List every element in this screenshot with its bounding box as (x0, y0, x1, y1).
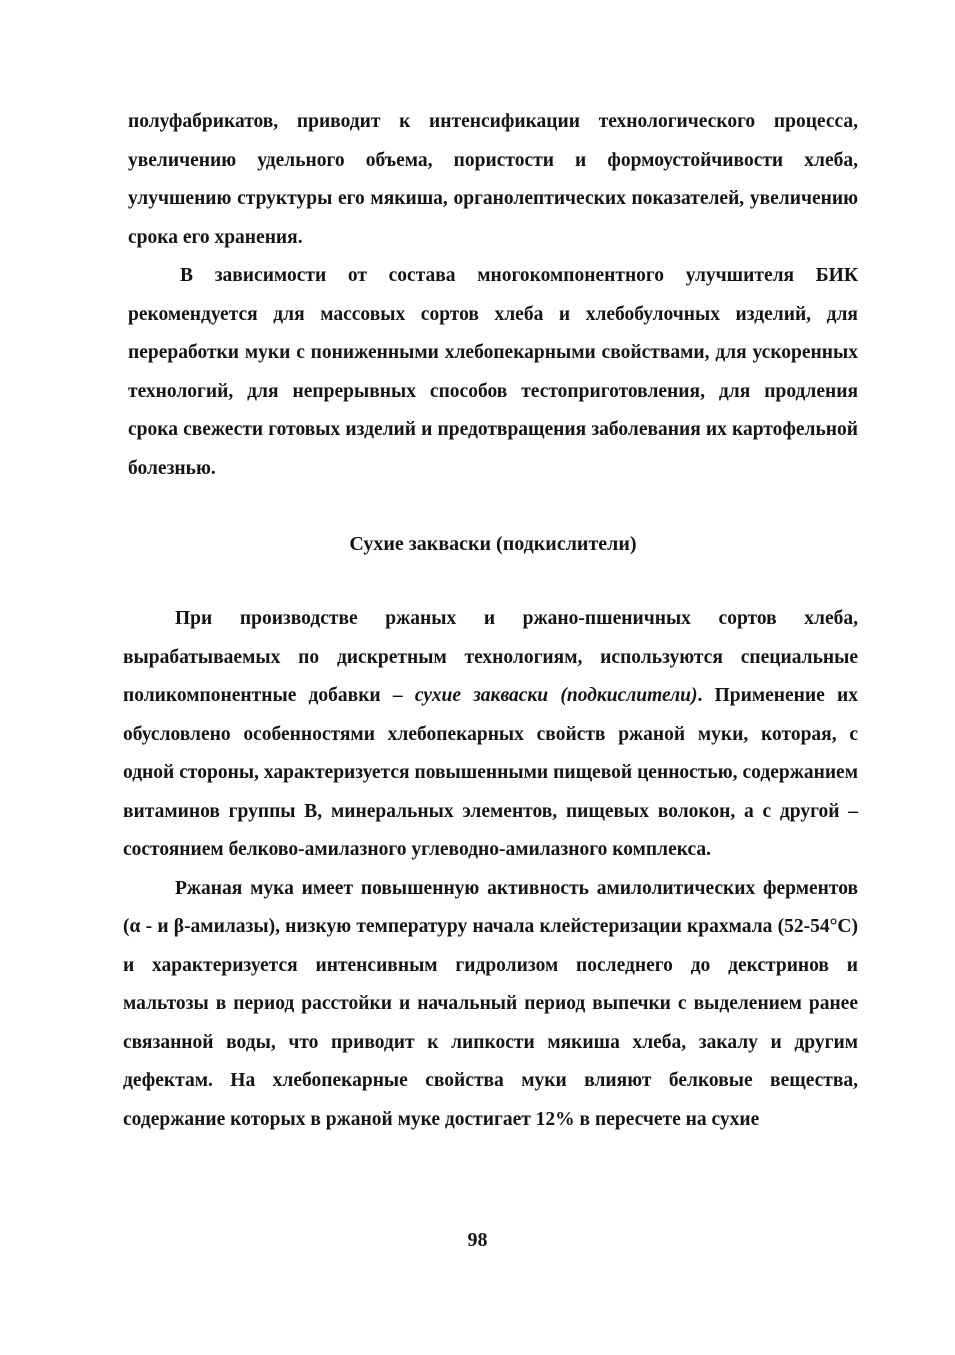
paragraph-intro-end: . Применение их обусловлено особенностями хлебопекарных свойств ржаной муки, которая, с одной стороны, характеризуется повышенными пищевой ценностью, содержанием витаминов группы В, минеральных элементов, пищевых волокон, а с другой – состоянием белково-амилазного углеводно-амилазного комплекса. (123, 685, 858, 860)
paragraph-rye-flour: Ржаная мука имеет повышенную активность амилолитических ферментов (α - и β-амилазы), низкую температуру начала клейстеризации крахмала (52-54°С) и характеризуется интенсивным гидролизом последнего до декстринов и мальтозы в период расстойки и начальный период выпечки с выделением ранее связанной воды, что приводит к липкости мякиша хлеба, закалу и другим дефектам. На хлебопекарные свойства муки влияют белковые вещества, содержание которых в ржаной муке достигает 12% в пересчете на сухие (123, 877, 858, 1130)
paragraph-intro (123, 600, 858, 870)
continued-paragraph: полуфабрикатов, приводит к интенсификации технологического процесса, увеличению удельного объема, пористости и формоустойчивости хлеба, улучшению структуры его мякиша, органолептических показателей, увеличению срока его хранения. (128, 111, 858, 248)
text-block-bottom (123, 600, 858, 1139)
page-number: 98 (467, 1229, 488, 1251)
section-heading: Сухие закваски (подкислители) (349, 533, 637, 555)
text-block-top (128, 103, 858, 488)
paragraph-bik: В зависимости от состава многокомпонентного улучшителя БИК рекомендуется для массовых сортов хлеба и хлебобулочных изделий, для переработки муки с пониженными хлебопекарными свойствами, для ускоренных технологий, для непрерывных способов тестоприготовления, для продления срока свежести готовых изделий и предотвращения заболевания их картофельной болезнью. (128, 265, 858, 479)
paragraph-intro-start: При производстве ржаных и ржано-пшеничных сортов хлеба, вырабатываемых по дискретным технологиям, используются специальные поликомпонентные добавки – (123, 608, 858, 706)
term-dry-starters: сухие закваски (подкислители) (414, 685, 698, 706)
